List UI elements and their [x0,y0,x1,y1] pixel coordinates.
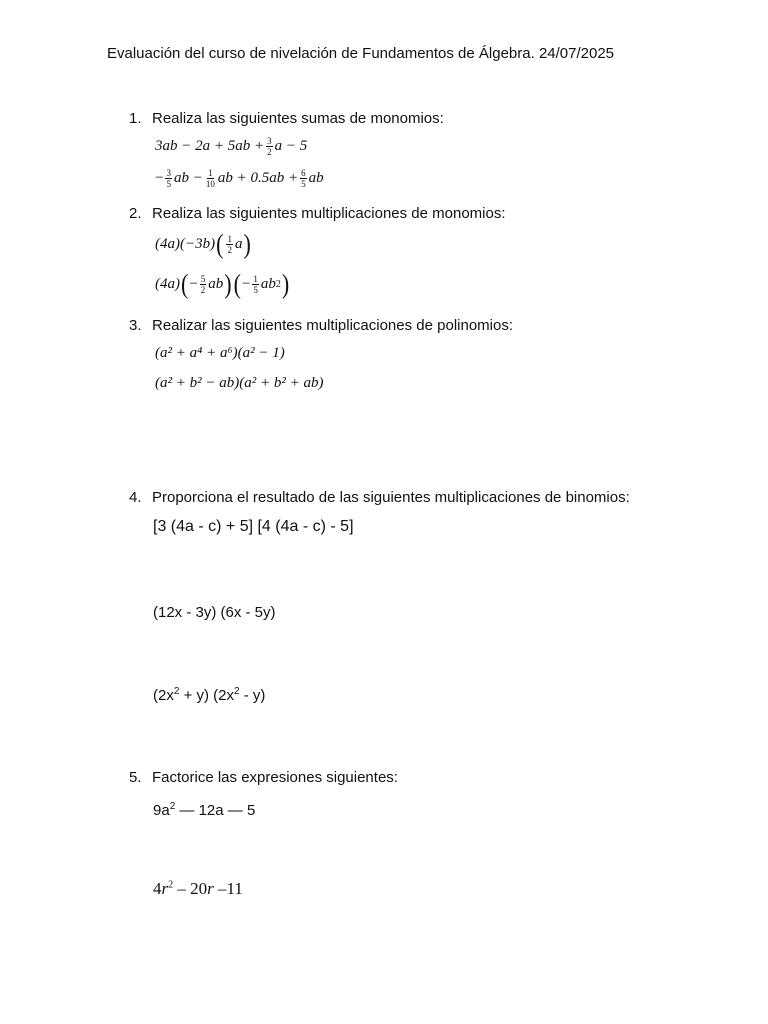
math-term: (4a) [155,275,180,292]
question-text: Realiza las siguientes sumas de monomios: [152,110,444,127]
math-term: (a² + b² − ab)(a² + b² + ab) [155,375,324,391]
math-term: ab + 0.5ab + [217,170,299,186]
question-text: Realiza las siguientes multiplicaciones de monomios: [152,205,506,222]
question-number: 3. [129,317,142,334]
q5-expression-2: $4r^2 - 20r$ –11 [153,879,243,898]
question-4 [129,489,630,506]
fraction: $\frac{3}{2}$ [267,136,272,157]
q1-expression-1 [155,136,307,157]
question-text: Factorice las expresiones siguientes: [152,769,398,786]
math-term: − [155,170,164,186]
fraction: $\frac{6}{5}$ [301,168,306,189]
math-term: (4a)(−3b) [155,235,216,252]
math-term: a [234,235,243,252]
fraction: $\frac{1}{10}$ [205,168,215,189]
question-5 [129,769,398,786]
fraction: $\frac{1}{2}$ [227,233,232,255]
question-number: 4. [129,489,142,506]
question-text: Realizar las siguientes multiplicaciones de polinomios: [152,317,514,334]
math-term: ab [208,275,224,292]
fraction: $\frac{1}{5}$ [253,273,258,295]
math-term: − [241,275,251,292]
question-text: Proporciona el resultado de las siguientes multiplicaciones de binomios: [152,489,630,506]
math-term: 3ab − 2a + 5ab + [155,138,265,154]
exponent: 2 [275,278,281,290]
q4-expression-1: [3 (4a - c) + 5] [4 (4a - c) - 5] [153,518,354,535]
math-term: − [189,275,198,292]
q5-expression-1: $9a^2$ — 12a — 5 [153,801,256,819]
question-number: 1. [129,110,142,127]
question-1 [129,110,444,127]
question-2 [129,205,506,222]
q2-expression-2: (4a) ( − $\frac{5}{2}$ ab ) ( − $\frac{1}{5}$ ab 2 ) [155,267,290,299]
fraction: $\frac{3}{5}$ [166,168,171,189]
exponent: 2 [169,801,176,812]
math-term: ab [260,275,276,292]
fraction: $\frac{5}{2}$ [200,273,206,295]
question-3 [129,317,513,334]
exponent: 2 [168,879,174,891]
q2-expression-1: (4a)(−3b) ( $\frac{1}{2}$ a ) [155,227,251,259]
exponent: 2 [173,686,180,697]
q4-expression-2: (12x - 3y) (6x - 5y) [153,604,276,621]
document-title: Evaluación del curso de nivelación de Fundamentos de Álgebra. 24/07/2025 [107,45,615,62]
question-number: 5. [129,769,142,786]
exponent: 2 [234,686,240,697]
q1-expression-2 [155,168,324,189]
q3-expression-1 [155,345,285,362]
math-term: a − 5 [274,138,308,154]
q3-expression-2 [155,375,323,392]
math-term: ab [308,170,324,186]
math-term: ab − [173,170,203,186]
math-term: (a² + a⁴ + a⁶)(a² − 1) [155,345,285,361]
question-number: 2. [129,205,142,222]
q4-expression-3: $(2x^2 + y)$ $(2x^2 - y)$ [153,686,266,704]
